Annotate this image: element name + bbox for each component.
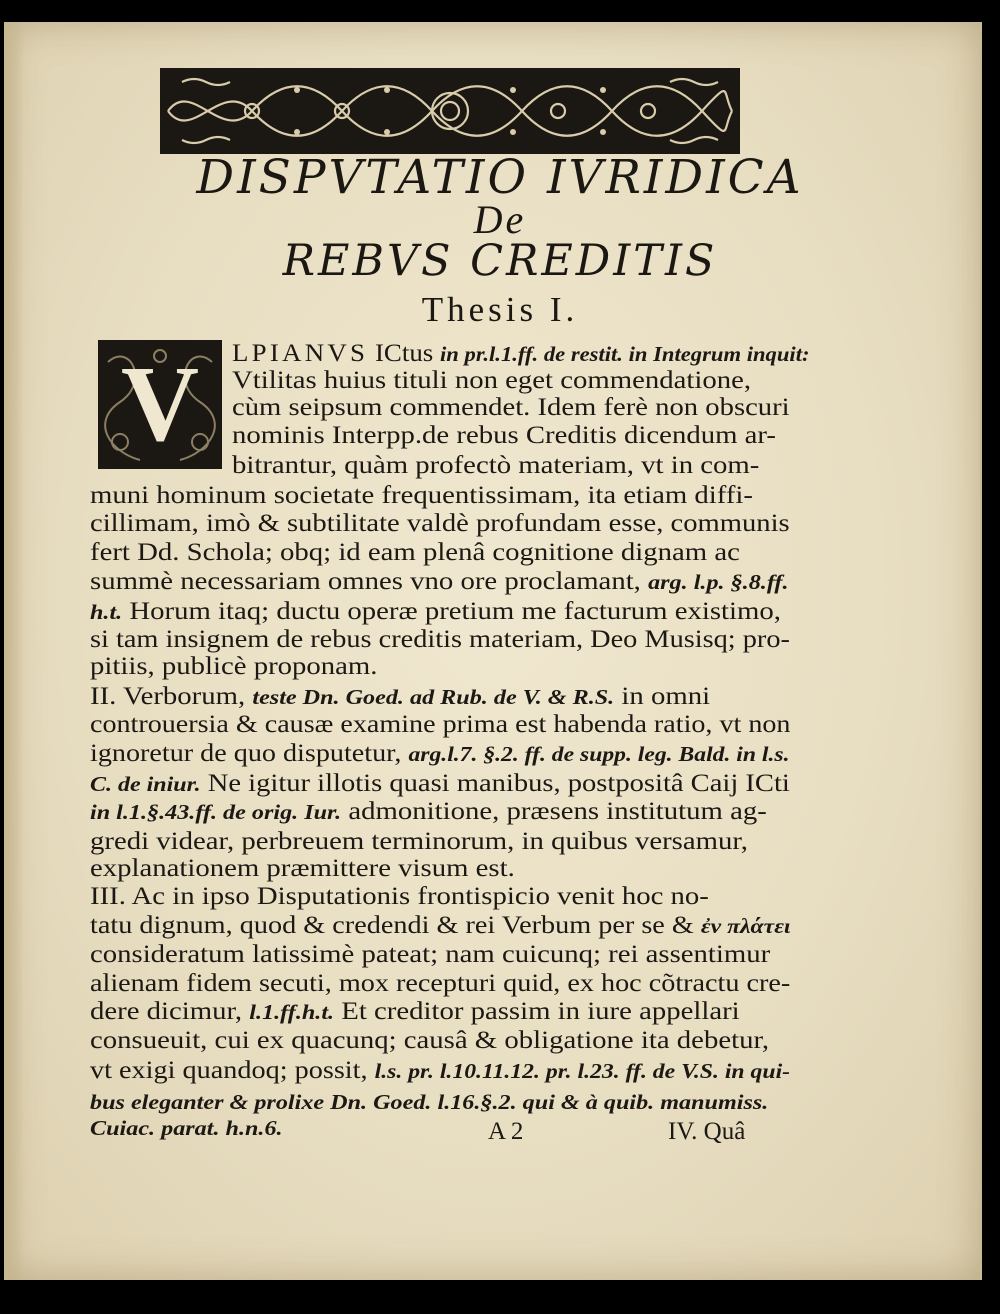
- text-line: [90, 941, 770, 969]
- thesis-heading: Thesis I.: [421, 290, 579, 329]
- text-line: [232, 340, 810, 368]
- catchword: IV. Quâ: [668, 1118, 746, 1145]
- smallcaps-word: LPIANVS: [232, 340, 369, 367]
- line-text: bitrantur, quàm profectò materiam, vt in com-: [232, 452, 760, 479]
- text-line: [90, 855, 515, 883]
- line-text: summè necessariam omnes vno ore proclamant,: [90, 568, 649, 595]
- line-text: si tam insignem de rebus creditis materiam, Deo Musisq; pro-: [90, 626, 790, 653]
- text-line: [90, 1114, 283, 1142]
- line-text: gredi videar, perbreuem terminorum, in quibus versamur,: [90, 828, 748, 855]
- line-text: Vtilitas huius tituli non eget commendatione,: [232, 367, 752, 394]
- text-line: [90, 970, 790, 998]
- text-line: [232, 367, 751, 395]
- text-line: [90, 598, 781, 626]
- citation: Cuiac. parat. h.n.6.: [90, 1116, 283, 1140]
- line-text: ignoretur de quo disputetur,: [90, 740, 409, 767]
- text-line: [90, 740, 789, 768]
- text-line: [90, 828, 748, 856]
- line-text: tatu dignum, quod & credendi & rei Verbum per se &: [90, 912, 701, 939]
- text-line: [90, 626, 790, 654]
- line-text: consideratum latissimè pateat; nam cuicunq; rei assentimur: [90, 941, 771, 968]
- line-text: nominis Interpp.de rebus Creditis dicendum ar-: [232, 422, 776, 449]
- line-text: III. Ac in ipso Disputationis frontispicio venit hoc no-: [90, 883, 709, 910]
- line-text: controuersia & causæ examine prima est habenda ratio, vt non: [90, 711, 791, 738]
- text-line: [90, 883, 709, 911]
- text-line: [90, 1027, 769, 1055]
- text-line: [90, 998, 740, 1026]
- text-line: [232, 422, 776, 450]
- line-text: pitiis, publicè proponam.: [90, 653, 378, 680]
- text-line: [232, 394, 790, 422]
- citation: bus eleganter & prolixe Dn. Goed. l.16.§.2. qui & à quib. manumiss.: [90, 1090, 769, 1114]
- line-text: dere dicimur,: [90, 998, 250, 1025]
- citation: teste Dn. Goed. ad Rub. de V. & R.S.: [252, 685, 615, 709]
- text-line: [90, 653, 377, 681]
- citation: in l.1.§.43.ff. de orig. Iur.: [90, 800, 342, 824]
- dropcap-letter: V: [121, 344, 199, 464]
- line-text: admonitione, præsens institutum ag-: [341, 798, 767, 825]
- text-line: [90, 482, 753, 510]
- text-line: [90, 912, 791, 940]
- line-text: vt exigi quandoq; possit,: [90, 1057, 375, 1084]
- line-text: in omni: [614, 683, 711, 710]
- line-text: explanationem præmittere visum est.: [90, 855, 515, 882]
- text-line: [90, 539, 740, 567]
- line-text: ICtus: [368, 340, 441, 367]
- citation: arg. l.p. §.8.ff.: [648, 570, 789, 594]
- text-line: [90, 711, 790, 739]
- line-text: cùm seipsum commendet. Idem ferè non obscuri: [232, 394, 790, 421]
- line-text: consueuit, cui ex quacunq; causâ & obligatione ita debetur,: [90, 1027, 770, 1054]
- headpiece-ornament: [160, 68, 740, 154]
- citation: in pr.l.1.ff. de restit. in Integrum inquit:: [440, 342, 810, 366]
- text-line: [90, 683, 710, 711]
- title-line-1: DISPVTATIO IVRIDICA: [196, 150, 804, 205]
- line-text: Et creditor passim in iure appellari: [334, 998, 740, 1025]
- title-line-3: REBVS CREDITIS: [282, 236, 718, 286]
- citation: ἐν πλάτει: [700, 914, 791, 938]
- line-text: cillimam, imò & subtilitate valdè profundam esse, communis: [90, 510, 790, 537]
- text-line: [90, 1088, 768, 1116]
- line-text: fert Dd. Schola; obq; id eam plenâ cognitione dignam ac: [90, 539, 740, 566]
- citation: l.s. pr. l.10.11.12. pr. l.23. ff. de V.S. in qui-: [374, 1059, 791, 1083]
- text-line: [90, 510, 790, 538]
- text-line: [90, 798, 767, 826]
- line-text: II. Verborum,: [90, 683, 253, 710]
- text-line: [90, 568, 789, 596]
- line-text: alienam fidem secuti, mox recepturi quid, ex hoc cõtractu cre-: [90, 970, 791, 997]
- decorated-initial: [98, 340, 222, 469]
- text-line: [90, 1057, 790, 1085]
- citation: h.t.: [90, 600, 123, 624]
- signature-mark: A 2: [488, 1118, 524, 1145]
- line-text: muni hominum societate frequentissimam, ita etiam diffi-: [90, 482, 753, 509]
- citation: l.1.ff.h.t.: [249, 1000, 335, 1024]
- line-text: Horum itaq; ductu operæ pretium me facturum existimo,: [122, 598, 781, 625]
- citation: C. de iniur.: [90, 772, 201, 796]
- line-text: Ne igitur illotis quasi manibus, postpositâ Caij ICti: [200, 770, 790, 797]
- text-line: [232, 452, 759, 480]
- text-line: [90, 770, 790, 798]
- title-line-2: De: [473, 197, 527, 242]
- citation: arg.l.7. §.2. ff. de supp. leg. Bald. in l.s.: [408, 742, 790, 766]
